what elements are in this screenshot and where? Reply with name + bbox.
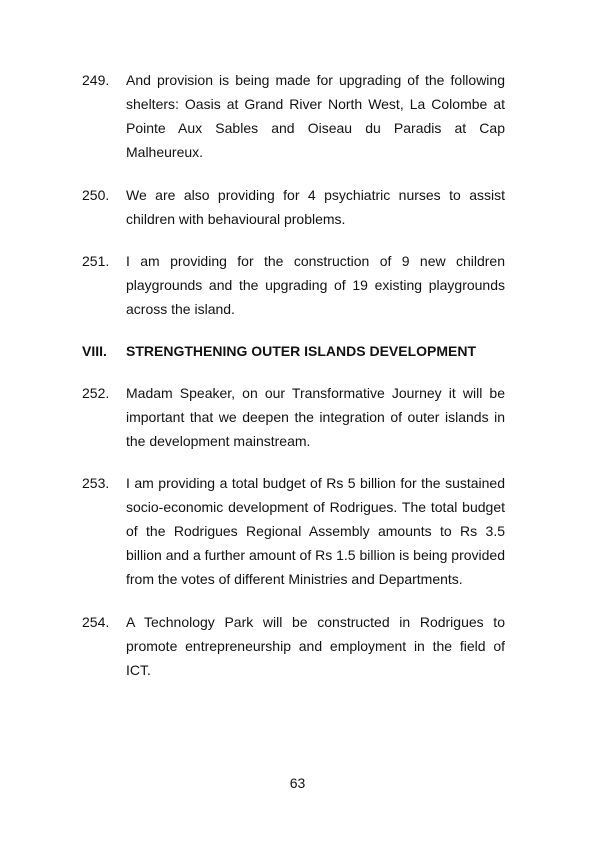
paragraph-text: I am providing a total budget of Rs 5 billion for the sustained socio-economic development of Rodrigues. The total budget of the Rodrigues Regional Assembly amounts to Rs 3.5 billion and a further amount of Rs 1.5 billion is being provided from the votes of different Ministries and Departments. [126,475,506,587]
paragraph-number: 250. [82,187,110,203]
paragraph-number: 254. [82,614,110,630]
page-number: 63 [289,775,306,791]
paragraph-text: Madam Speaker, on our Transformative Journey it will be important that we deepen the integration of outer islands in the development mainstream. [126,385,505,449]
paragraph-number: 253. [82,475,110,491]
paragraph-text: I am providing for the construction of 9 new children playgrounds and the upgrading of 19 existing playgrounds across the island. [126,253,505,317]
paragraph-252 [82,381,505,453]
paragraph-254 [82,610,505,682]
paragraph-251 [82,249,505,321]
paragraph-number: 251. [82,253,110,269]
paragraph-text: And provision is being made for upgrading of the following shelters: Oasis at Grand River North West, La Colombe at Pointe Aux Sables and Oiseau du Paradis at Cap Malheureux. [126,72,505,160]
section-heading [82,339,505,363]
paragraph-text: A Technology Park will be constructed in Rodrigues to promote entrepreneurship and employment in the field of ICT. [126,614,505,678]
paragraph-250 [82,183,505,231]
paragraph-number: 252. [82,385,110,401]
paragraph-number: 249. [82,72,110,88]
paragraph-text: We are also providing for 4 psychiatric nurses to assist children with behavioural problems. [126,187,505,227]
paragraph-253 [82,471,505,591]
section-title: STRENGTHENING OUTER ISLANDS DEVELOPMENT [126,343,477,359]
section-number: VIII. [82,343,107,359]
paragraph-249 [82,68,505,164]
